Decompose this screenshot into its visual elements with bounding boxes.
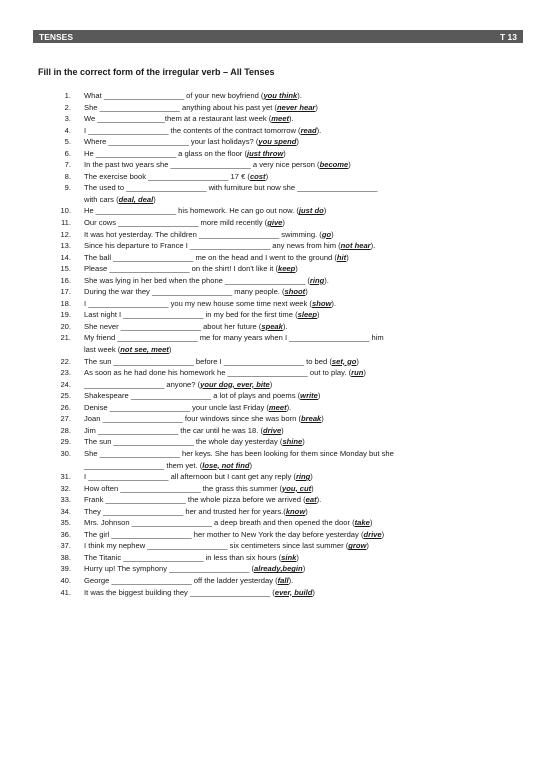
verb-hint: sleep — [297, 310, 318, 320]
exercise-text — [71, 148, 518, 160]
exercise-line — [38, 517, 518, 529]
exercise-number: 27. — [60, 414, 71, 424]
exercise-number: 33. — [60, 495, 71, 505]
sentence-segment: The Titanic ___________________ in less than six hours ( — [84, 552, 282, 562]
exercise-line — [38, 379, 518, 391]
sentence-segment: ) — [369, 518, 373, 528]
sentence-segment: The sun ___________________ the whole day yesterday ( — [84, 437, 283, 447]
verb-hint: hit — [336, 252, 347, 262]
exercise-number: 36. — [60, 529, 71, 539]
sentence-segment: Since his departure to France I ___________________ any news from him ( — [84, 241, 341, 251]
exercise-number: 25. — [60, 391, 71, 401]
sentence-segment: ) — [348, 160, 351, 170]
verb-hint: take — [354, 518, 370, 528]
exercise-line — [38, 587, 518, 599]
exercise-number: 6. — [64, 148, 71, 158]
exercise-text — [71, 436, 518, 448]
sentence-segment: George ___________________ off the ladder yesterday ( — [84, 575, 278, 585]
exercise-number: 10. — [60, 206, 71, 216]
sentence-segment: The exercise book ___________________ 17 € ( — [84, 171, 250, 181]
verb-hint: you spend — [258, 137, 297, 147]
verb-hint: speak — [261, 321, 283, 331]
exercise-line — [38, 448, 518, 460]
verb-hint: ring — [309, 275, 325, 285]
sentence-segment: The ball ___________________ me on the head and I went to the ground ( — [84, 252, 337, 262]
sentence-segment: ) — [305, 287, 308, 297]
verb-hint: set, go — [331, 356, 357, 366]
sentence-segment: ). — [286, 402, 292, 412]
exercise-text — [71, 460, 518, 472]
verb-hint: drive — [363, 529, 382, 539]
sentence-segment: ) — [331, 229, 334, 239]
exercise-number: 40. — [60, 575, 71, 585]
exercise-number: 15. — [60, 264, 71, 274]
header-code: T 13 — [499, 31, 517, 42]
exercise-number: 4. — [64, 125, 71, 135]
sentence-segment: ) — [269, 379, 273, 389]
verb-hint: become — [319, 160, 349, 170]
worksheet-title: Fill in the correct form of the irregular verb – All Tenses — [38, 67, 275, 77]
exercise-line — [38, 494, 518, 506]
exercise-line — [38, 286, 518, 298]
sentence-segment: My friend ___________________ me for many years when I ___________________ him — [84, 333, 384, 343]
verb-hint: shine — [282, 437, 303, 447]
exercise-text — [71, 275, 518, 287]
sentence-segment: She never ___________________ about her future ( — [84, 321, 262, 331]
sentence-segment: Mrs. Johnson ___________________ a deep breath and then opened the door ( — [84, 518, 355, 528]
sentence-segment: ) — [302, 564, 306, 574]
sentence-segment: Last night I ___________________ in my bed for the first time ( — [84, 310, 298, 320]
exercise-number: 22. — [60, 356, 71, 366]
exercise-line — [38, 159, 518, 171]
verb-hint: know — [285, 506, 306, 516]
exercise-line — [38, 171, 518, 183]
sentence-segment: They ___________________ her and trusted her for years.( — [84, 506, 286, 516]
verb-hint: fall — [277, 575, 289, 585]
exercise-number: 35. — [60, 518, 71, 528]
exercise-line — [38, 575, 518, 587]
exercise-text — [71, 413, 518, 425]
exercise-number: 12. — [60, 229, 71, 239]
exercise-number: 13. — [60, 241, 71, 251]
exercise-text — [71, 402, 518, 414]
sentence-segment: Joan ___________________ four windows since she was born ( — [84, 414, 301, 424]
header-topic: TENSES — [39, 31, 74, 42]
verb-hint: write — [300, 391, 318, 401]
verb-hint: cost — [249, 171, 266, 181]
exercise-text — [71, 159, 518, 171]
exercise-text — [71, 182, 518, 194]
exercise-line — [38, 367, 518, 379]
sentence-segment: ) — [363, 368, 366, 378]
exercise-text — [71, 367, 518, 379]
sentence-segment: ) — [305, 506, 308, 516]
exercise-text — [71, 517, 518, 529]
verb-hint: lose, not find — [202, 460, 250, 470]
sentence-segment: ___________________ them yet. ( — [84, 460, 203, 470]
exercise-line — [38, 240, 518, 252]
exercise-line — [38, 90, 518, 102]
exercise-text — [71, 205, 518, 217]
sentence-segment: ) — [283, 148, 286, 158]
exercise-number: 20. — [60, 321, 71, 331]
exercise-text — [71, 575, 518, 587]
exercise-text — [71, 563, 518, 575]
exercise-line — [38, 182, 518, 194]
exercise-number: 31. — [60, 472, 71, 482]
exercise-text — [71, 552, 518, 564]
verb-hint: just throw — [246, 148, 284, 158]
exercise-number: 7. — [64, 160, 71, 170]
exercise-line — [38, 113, 518, 125]
sentence-segment: ) — [265, 171, 269, 181]
exercise-line — [38, 298, 518, 310]
verb-hint: never hear — [276, 102, 316, 112]
exercise-line — [38, 252, 518, 264]
verb-hint: already,begin — [254, 564, 303, 574]
verb-hint: give — [267, 218, 283, 228]
verb-hint: drive — [263, 425, 282, 435]
exercise-line — [38, 205, 518, 217]
sentence-segment: ) — [317, 310, 320, 320]
exercise-text — [71, 529, 518, 541]
exercise-text — [71, 263, 518, 275]
exercise-text — [71, 379, 518, 391]
exercise-number: 28. — [60, 425, 71, 435]
exercise-line — [38, 390, 518, 402]
verb-hint: meet — [268, 402, 287, 412]
exercise-line — [38, 425, 518, 437]
sentence-segment: ). — [324, 275, 329, 285]
sentence-segment: ) — [295, 264, 298, 274]
exercise-number — [38, 460, 71, 472]
sentence-segment: Frank ___________________ the whole pizza before we arrived ( — [84, 495, 306, 505]
sentence-segment: ) — [282, 218, 285, 228]
exercise-text — [71, 506, 518, 518]
verb-hint: run — [351, 368, 364, 378]
sentence-segment: ) — [311, 483, 314, 493]
exercise-text — [71, 194, 518, 206]
exercise-text — [71, 136, 518, 148]
sentence-segment: Our cows ___________________ more mild recently ( — [84, 218, 268, 228]
exercise-line — [38, 344, 518, 356]
exercise-text — [71, 390, 518, 402]
sentence-segment: ). — [316, 125, 322, 135]
sentence-segment: ) — [249, 460, 253, 470]
exercise-text — [71, 540, 518, 552]
sentence-segment: ) — [296, 552, 299, 562]
exercise-line — [38, 356, 518, 368]
sentence-segment: ___________________ anyone? ( — [84, 379, 201, 389]
exercise-number: 17. — [60, 287, 71, 297]
verb-hint: your dog, ever, bite — [200, 379, 270, 389]
sentence-segment: During the war they ___________________ many people. ( — [84, 287, 285, 297]
exercise-number: 9. — [64, 183, 71, 193]
exercise-number: 21. — [60, 333, 71, 343]
exercise-number: 14. — [60, 252, 71, 262]
exercise-number: 11. — [61, 218, 71, 228]
sentence-segment: ). — [370, 241, 376, 251]
sentence-segment: It was the biggest building they ___________________ ( — [84, 587, 275, 597]
sentence-segment: ). — [288, 575, 294, 585]
exercise-line — [38, 321, 518, 333]
exercise-line — [38, 529, 518, 541]
sentence-segment: ). — [282, 321, 288, 331]
sentence-segment: As soon as he had done his homework he ___________________ out to play. ( — [84, 368, 352, 378]
sentence-segment: ). — [316, 495, 322, 505]
exercise-number: 1. — [64, 91, 71, 100]
sentence-segment: with cars ( — [84, 194, 119, 204]
sentence-segment: ) — [356, 356, 359, 366]
sentence-segment: He ___________________ his homework. He can go out now. ( — [84, 206, 299, 216]
exercise-line — [38, 102, 518, 114]
exercise-number: 5. — [64, 137, 71, 147]
exercise-text — [71, 252, 518, 264]
exercise-line — [38, 506, 518, 518]
verb-hint: eat — [305, 495, 317, 505]
sentence-segment: ) — [366, 541, 369, 551]
exercise-number: 29. — [60, 437, 71, 447]
sentence-segment: Where ___________________ your last holidays? ( — [84, 137, 259, 147]
verb-hint: sink — [281, 552, 297, 562]
exercise-line — [38, 148, 518, 160]
exercise-text — [71, 171, 518, 183]
sentence-segment: ) — [323, 206, 327, 216]
verb-hint: not see, meet — [120, 345, 169, 355]
exercise-line — [38, 136, 518, 148]
verb-hint: meet — [271, 114, 290, 124]
sentence-segment: The used to ___________________ with furniture but now she ___________________ — [84, 183, 378, 193]
exercise-line — [38, 563, 518, 575]
verb-hint: shoot — [284, 287, 306, 297]
sentence-segment: ) — [310, 472, 313, 482]
sentence-segment: ). — [289, 114, 294, 124]
exercise-line — [38, 552, 518, 564]
exercise-number: 39. — [60, 564, 71, 574]
exercise-text — [71, 587, 518, 599]
sentence-segment: I ___________________ all afternoon but I cant get any reply ( — [84, 472, 296, 482]
exercise-text — [71, 286, 518, 298]
exercise-number: 8. — [64, 171, 71, 181]
sentence-segment: ). — [297, 91, 302, 100]
sentence-segment: ). — [331, 298, 337, 308]
exercise-number: 41. — [60, 587, 71, 597]
sentence-segment: Jim ___________________ the car until he was 18. ( — [84, 425, 264, 435]
exercise-number: 37. — [60, 541, 71, 551]
sentence-segment: Please ___________________ on the shirt! I don't like it ( — [84, 264, 278, 274]
exercise-number: 18. — [60, 298, 71, 308]
sentence-segment: ) — [346, 252, 349, 262]
exercise-text — [71, 229, 518, 241]
sentence-segment: We ________________them at a restaurant last week ( — [84, 114, 272, 124]
verb-hint: ring — [295, 472, 311, 482]
exercise-text — [71, 298, 518, 310]
exercise-text — [71, 448, 518, 460]
sentence-segment: ) — [281, 425, 284, 435]
verb-hint: just do — [298, 206, 324, 216]
exercise-line — [38, 217, 518, 229]
sentence-segment: How often ___________________ the grass this summer ( — [84, 483, 282, 493]
exercise-line — [38, 125, 518, 137]
exercise-text — [71, 102, 518, 114]
sentence-segment: ) — [302, 437, 305, 447]
sentence-segment: ) — [315, 102, 318, 112]
exercise-number — [38, 194, 71, 206]
sentence-segment: The girl ___________________ her mother to New York the day before yesterday ( — [84, 529, 364, 539]
verb-hint: read — [300, 125, 317, 135]
exercise-line — [38, 309, 518, 321]
sentence-segment: She was lying in her bed when the phone ___________________ ( — [84, 275, 310, 285]
exercise-number: 3. — [64, 114, 71, 124]
exercise-text — [71, 321, 518, 333]
sentence-segment: Hurry up! The symphony ___________________ ( — [84, 564, 254, 574]
sentence-segment: ) — [317, 391, 321, 401]
header-bar — [33, 30, 523, 43]
exercise-text — [71, 425, 518, 437]
exercise-number: 23. — [60, 368, 71, 378]
exercise-line — [38, 402, 518, 414]
verb-hint: ever, build — [274, 587, 313, 597]
exercise-line — [38, 483, 518, 495]
sentence-segment: I think my nephew ___________________ six centimeters since last summer ( — [84, 541, 349, 551]
exercise-list — [38, 90, 518, 598]
verb-hint: go — [321, 229, 332, 239]
exercise-line — [38, 460, 518, 472]
exercise-number: 26. — [60, 402, 71, 412]
exercise-number: 16. — [60, 275, 71, 285]
sentence-segment: The sun ___________________ before I ___________________ to bed ( — [84, 356, 332, 366]
exercise-text — [71, 483, 518, 495]
exercise-text — [71, 113, 518, 125]
exercise-line — [38, 275, 518, 287]
exercise-number: 2. — [64, 102, 71, 112]
exercise-line — [38, 413, 518, 425]
exercise-text — [71, 332, 518, 344]
sentence-segment: It was hot yesterday. The children ___________________ swimming. ( — [84, 229, 322, 239]
verb-hint: grow — [348, 541, 367, 551]
exercise-number — [38, 344, 71, 356]
verb-hint: you, cut — [282, 483, 312, 493]
sentence-segment: ) — [153, 194, 156, 204]
exercise-text — [71, 344, 518, 356]
sentence-segment: ) — [296, 137, 299, 147]
sentence-segment: What ___________________ of your new boyfriend ( — [84, 91, 264, 100]
sentence-segment: ) — [312, 587, 315, 597]
exercise-number: 38. — [60, 552, 71, 562]
exercise-line — [38, 540, 518, 552]
verb-hint: break — [301, 414, 322, 424]
exercise-number: 19. — [60, 310, 71, 320]
exercise-text — [71, 90, 518, 102]
sentence-segment: She ___________________ her keys. She has been looking for them since Monday but she — [84, 448, 394, 458]
exercise-line — [38, 229, 518, 241]
sentence-segment: ) — [381, 529, 385, 539]
exercise-line — [38, 194, 518, 206]
sentence-segment: In the past two years she ___________________ a very nice person ( — [84, 160, 320, 170]
verb-hint: keep — [277, 264, 296, 274]
exercise-line — [38, 263, 518, 275]
exercise-text — [71, 356, 518, 368]
exercise-number: 30. — [60, 448, 71, 458]
sentence-segment: She ___________________ anything about his past yet ( — [84, 102, 277, 112]
sentence-segment: I ___________________ you my new house some time next week ( — [84, 298, 312, 308]
verb-hint: show — [311, 298, 332, 308]
exercise-text — [71, 471, 518, 483]
sentence-segment: Shakespeare ___________________ a lot of plays and poems ( — [84, 391, 301, 401]
exercise-number: 24. — [60, 379, 71, 389]
verb-hint: you think — [263, 91, 298, 100]
exercise-number: 32. — [60, 483, 71, 493]
sentence-segment: He ___________________ a glass on the floor ( — [84, 148, 247, 158]
sentence-segment: ) — [321, 414, 324, 424]
exercise-text — [71, 494, 518, 506]
verb-hint: not hear — [340, 241, 371, 251]
sentence-segment: Denise ___________________ your uncle last Friday ( — [84, 402, 269, 412]
verb-hint: deal, deal — [118, 194, 154, 204]
exercise-line — [38, 436, 518, 448]
sentence-segment: ) — [168, 345, 172, 355]
exercise-text — [71, 217, 518, 229]
exercise-line — [38, 471, 518, 483]
exercise-line — [38, 332, 518, 344]
exercise-number: 34. — [60, 506, 71, 516]
sentence-segment: last week ( — [84, 345, 121, 355]
exercise-text — [71, 309, 518, 321]
exercise-text — [71, 125, 518, 137]
sentence-segment: I ___________________ the contents of the contract tomorrow ( — [84, 125, 301, 135]
exercise-text — [71, 240, 518, 252]
